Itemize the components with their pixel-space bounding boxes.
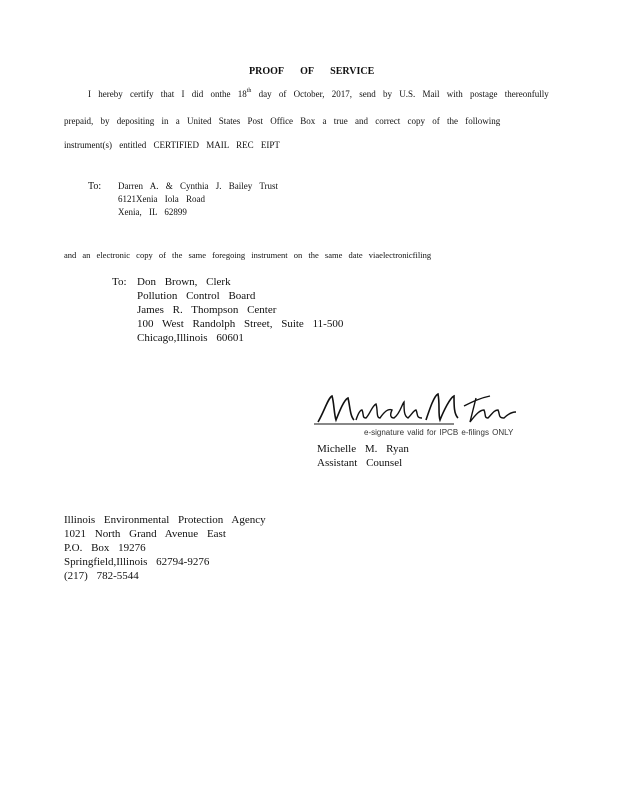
- address-line: Pollution Control Board: [137, 290, 256, 302]
- page-title: PROOF OF SERVICE: [249, 66, 375, 77]
- certification-line-1: I hereby certify that I did onthe 18th day of October, 2017, send by U.S. Mail with postage thereonfully: [88, 88, 549, 99]
- certification-line-2: prepaid, by depositing in a United States Post Office Box a true and correct copy of the following: [64, 116, 501, 126]
- e-signature-note: e-signature valid for IPCB e-filings ONLY: [364, 428, 514, 437]
- address-line: Illinois Environmental Protection Agency: [64, 514, 266, 526]
- recipient-2-address: [137, 275, 343, 345]
- address-line: 6121Xenia Iola Road: [118, 194, 205, 204]
- signer-title: Assistant Counsel: [317, 457, 403, 469]
- address-line: 100 West Randolph Street, Suite 11-500: [137, 318, 344, 330]
- recipient-1-address: [118, 180, 278, 219]
- signature-block: [304, 384, 534, 438]
- address-line: Chicago,Illinois 60601: [137, 332, 244, 344]
- address-line: 1021 North Grand Avenue East: [64, 528, 226, 540]
- address-line: P.O. Box 19276: [64, 542, 146, 554]
- agency-address: [64, 513, 266, 583]
- signer-block: [317, 442, 409, 470]
- phone-number: (217) 782-5544: [64, 570, 139, 582]
- recipient-1-to-label: To:: [88, 181, 102, 192]
- signer-name: Michelle M. Ryan: [317, 443, 409, 455]
- address-line: Don Brown, Clerk: [137, 276, 231, 288]
- certification-line-3: instrument(s) entitled CERTIFIED MAIL REC EIPT: [64, 140, 280, 150]
- electronic-copy-statement: and an electronic copy of the same foregoing instrument on the same date viaelectronicfiling: [64, 250, 432, 260]
- handwritten-signature: [304, 384, 534, 428]
- recipient-2-to-label: To:: [112, 276, 127, 288]
- address-line: Darren A. & Cynthia J. Bailey Trust: [118, 181, 278, 191]
- address-line: James R. Thompson Center: [137, 304, 277, 316]
- address-line: Springfield,Illinois 62794-9276: [64, 556, 210, 568]
- address-line: Xenia, IL 62899: [118, 207, 187, 217]
